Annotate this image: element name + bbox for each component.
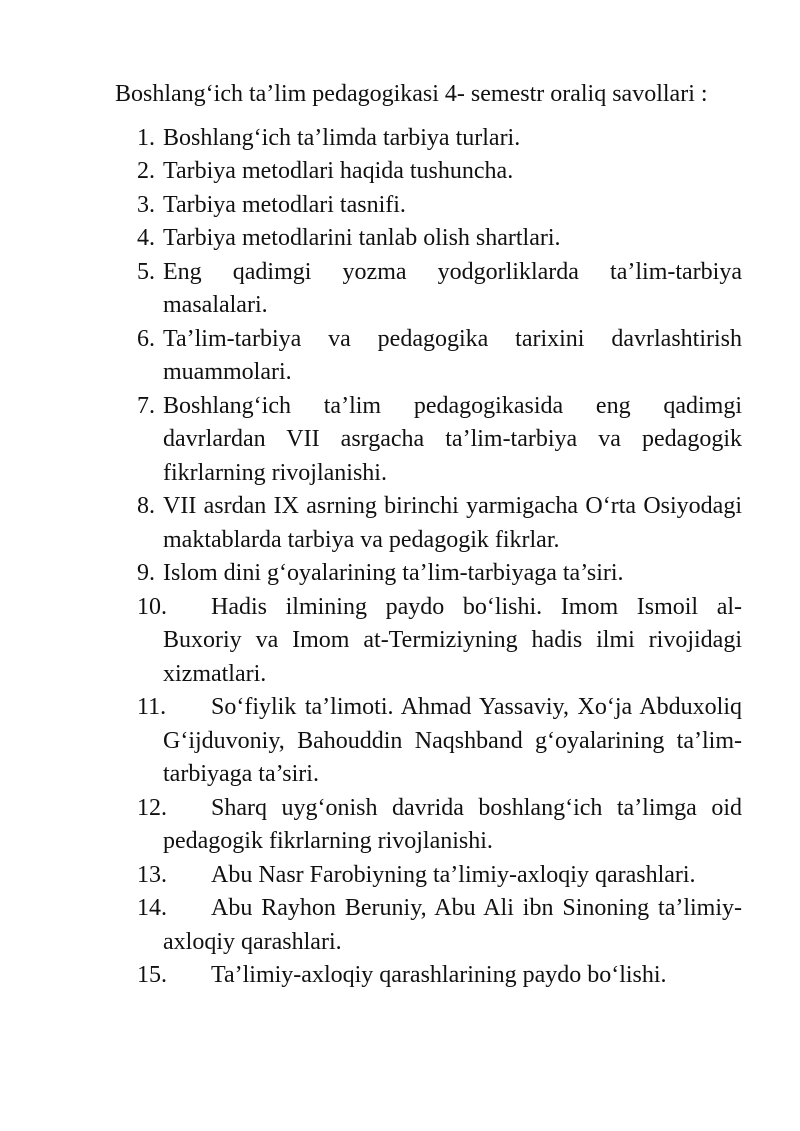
question-text: Sharq uyg‘onish davrida boshlang‘ich ta’limga oid pedagogik fikrlarning rivojlanishi. — [163, 794, 742, 854]
document-title: Boshlang‘ich ta’lim pedagogikasi 4- semestr oraliq savollari : — [115, 81, 708, 107]
question-text: Ta’lim-tarbiya va pedagogika tarixini davrlashtirish muammolari. — [163, 325, 742, 385]
question-number: 14. — [137, 895, 167, 921]
list-item — [115, 691, 742, 792]
question-text: VII asrdan IX asrning birinchi yarmigacha O‘rta Osiyodagi maktablarda tarbiya va pedagogik fikrlar. — [163, 493, 742, 553]
question-number: 13. — [137, 861, 167, 888]
list-item — [115, 390, 742, 491]
document-page — [115, 78, 742, 993]
question-number: 7. — [137, 392, 155, 419]
question-number: 9. — [137, 560, 155, 586]
question-text: Tarbiya metodlari haqida tushuncha. — [163, 158, 514, 184]
question-text: Boshlang‘ich ta’limda tarbiya turlari. — [163, 124, 521, 151]
question-number: 12. — [137, 794, 167, 821]
question-text: So‘fiylik ta’limoti. Ahmad Yassaviy, Xo‘ja Abduxoliq G‘ijduvoniy, Bahouddin Naqshband g‘oyalarining ta’lim-tarbiyaga ta’siri. — [163, 694, 742, 787]
question-text: Abu Nasr Farobiyning ta’limiy-axloqiy qarashlari. — [211, 861, 696, 888]
list-item — [115, 490, 742, 557]
question-number: 3. — [137, 191, 155, 218]
question-text: Islom dini g‘oyalarining ta’lim-tarbiyaga ta’siri. — [163, 560, 624, 586]
question-text: Ta’limiy-axloqiy qarashlarining paydo bo‘lishi. — [211, 962, 667, 988]
question-text: Boshlang‘ich ta’lim pedagogikasida eng qadimgi davrlardan VII asrgacha ta’lim-tarbiya va pedagogik fikrlarning rivojlanishi. — [163, 392, 742, 486]
question-number: 5. — [137, 258, 155, 285]
question-number: 8. — [137, 493, 155, 519]
list-item — [115, 256, 742, 323]
question-text: Eng qadimgi yozma yodgorliklarda ta’lim-tarbiya masalalari. — [163, 258, 742, 318]
question-number: 6. — [137, 325, 155, 352]
question-list — [115, 122, 742, 993]
question-text: Tarbiya metodlari tasnifi. — [163, 191, 406, 218]
list-item — [115, 155, 742, 189]
list-item — [115, 557, 742, 591]
question-number: 4. — [137, 225, 155, 251]
list-item — [115, 892, 742, 959]
list-item — [115, 323, 742, 390]
list-item — [115, 792, 742, 859]
question-number: 15. — [137, 962, 167, 988]
list-item — [115, 959, 742, 993]
question-text: Abu Rayhon Beruniy, Abu Ali ibn Sinoning ta’limiy-axloqiy qarashlari. — [163, 895, 742, 955]
question-text: Hadis ilmining paydo bo‘lishi. Imom Ismoil al-Buxoriy va Imom at-Termiziyning hadis ilmi rivojidagi xizmatlari. — [163, 593, 742, 687]
question-number: 2. — [137, 158, 155, 184]
list-item — [115, 189, 742, 223]
list-item — [115, 122, 742, 156]
list-item — [115, 222, 742, 256]
question-number: 11. — [137, 694, 167, 720]
question-number: 10. — [137, 593, 167, 620]
list-item — [115, 591, 742, 692]
question-text: Tarbiya metodlarini tanlab olish shartlari. — [163, 225, 561, 251]
question-number: 1. — [137, 124, 155, 151]
list-item — [115, 859, 742, 893]
